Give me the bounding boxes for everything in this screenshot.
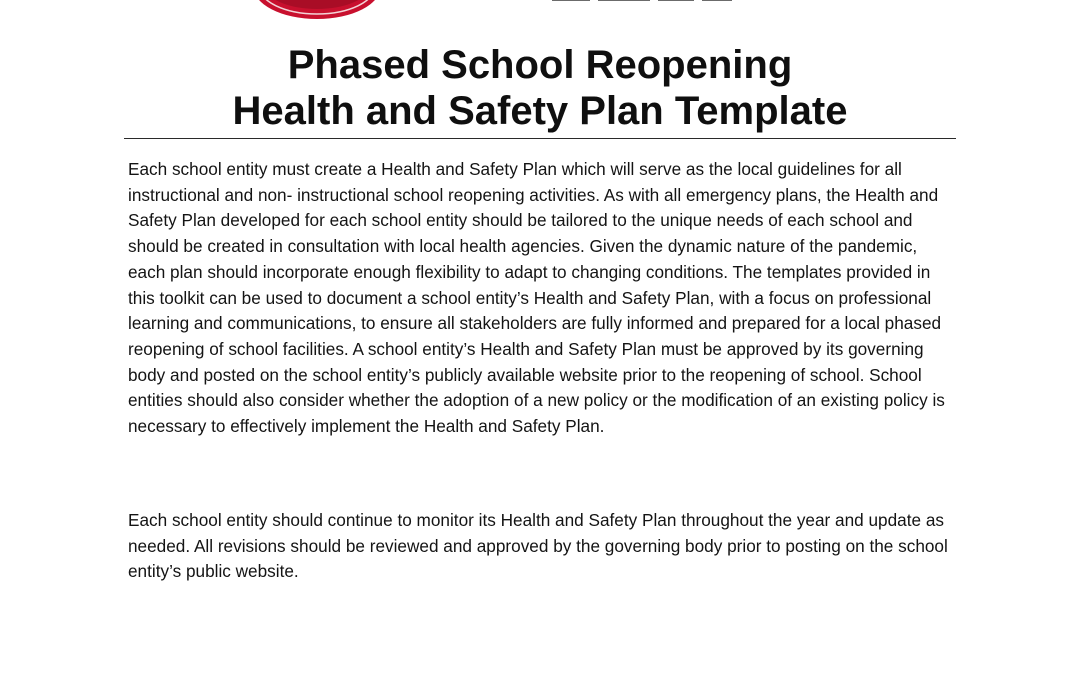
state-seal-icon <box>252 0 382 20</box>
title-line-1: Phased School Reopening <box>287 43 793 87</box>
title-line-2: Health and Safety Plan Template <box>232 89 848 133</box>
intro-paragraph: Each school entity must create a Health and Safety Plan which will serve as the local guidelines for all instructional and non- instructional school reopening activities. As with all emergency plans, the Health and Safety Plan developed for each school entity should be tailored to the unique needs of each school and should be created in consultation with local health agencies. Given the dynamic nature of the pandemic, each plan should incorporate enough flexibility to adapt to changing conditions. The templates provided in this toolkit can be used to document a school entity’s Health and Safety Plan, with a focus on professional learning and communications, to ensure all stakeholders are fully informed and prepared for a local phased reopening of school facilities. A school entity’s Health and Safety Plan must be approved by its governing body and posted on the school entity’s publicly available website prior to the reopening of school. School entities should also consider whether the adoption of a new policy or the modification of an existing policy is necessary to effectively implement the Health and Safety Plan. <box>128 159 945 437</box>
page-title <box>124 42 956 134</box>
agency-wordmark-icon <box>548 0 738 4</box>
monitoring-paragraph: Each school entity should continue to monitor its Health and Safety Plan throughout the year and update as needed. All revisions should be reviewed and approved by the governing body prior to posting on the school entity’s public website. <box>128 510 948 582</box>
title-divider <box>124 138 956 139</box>
